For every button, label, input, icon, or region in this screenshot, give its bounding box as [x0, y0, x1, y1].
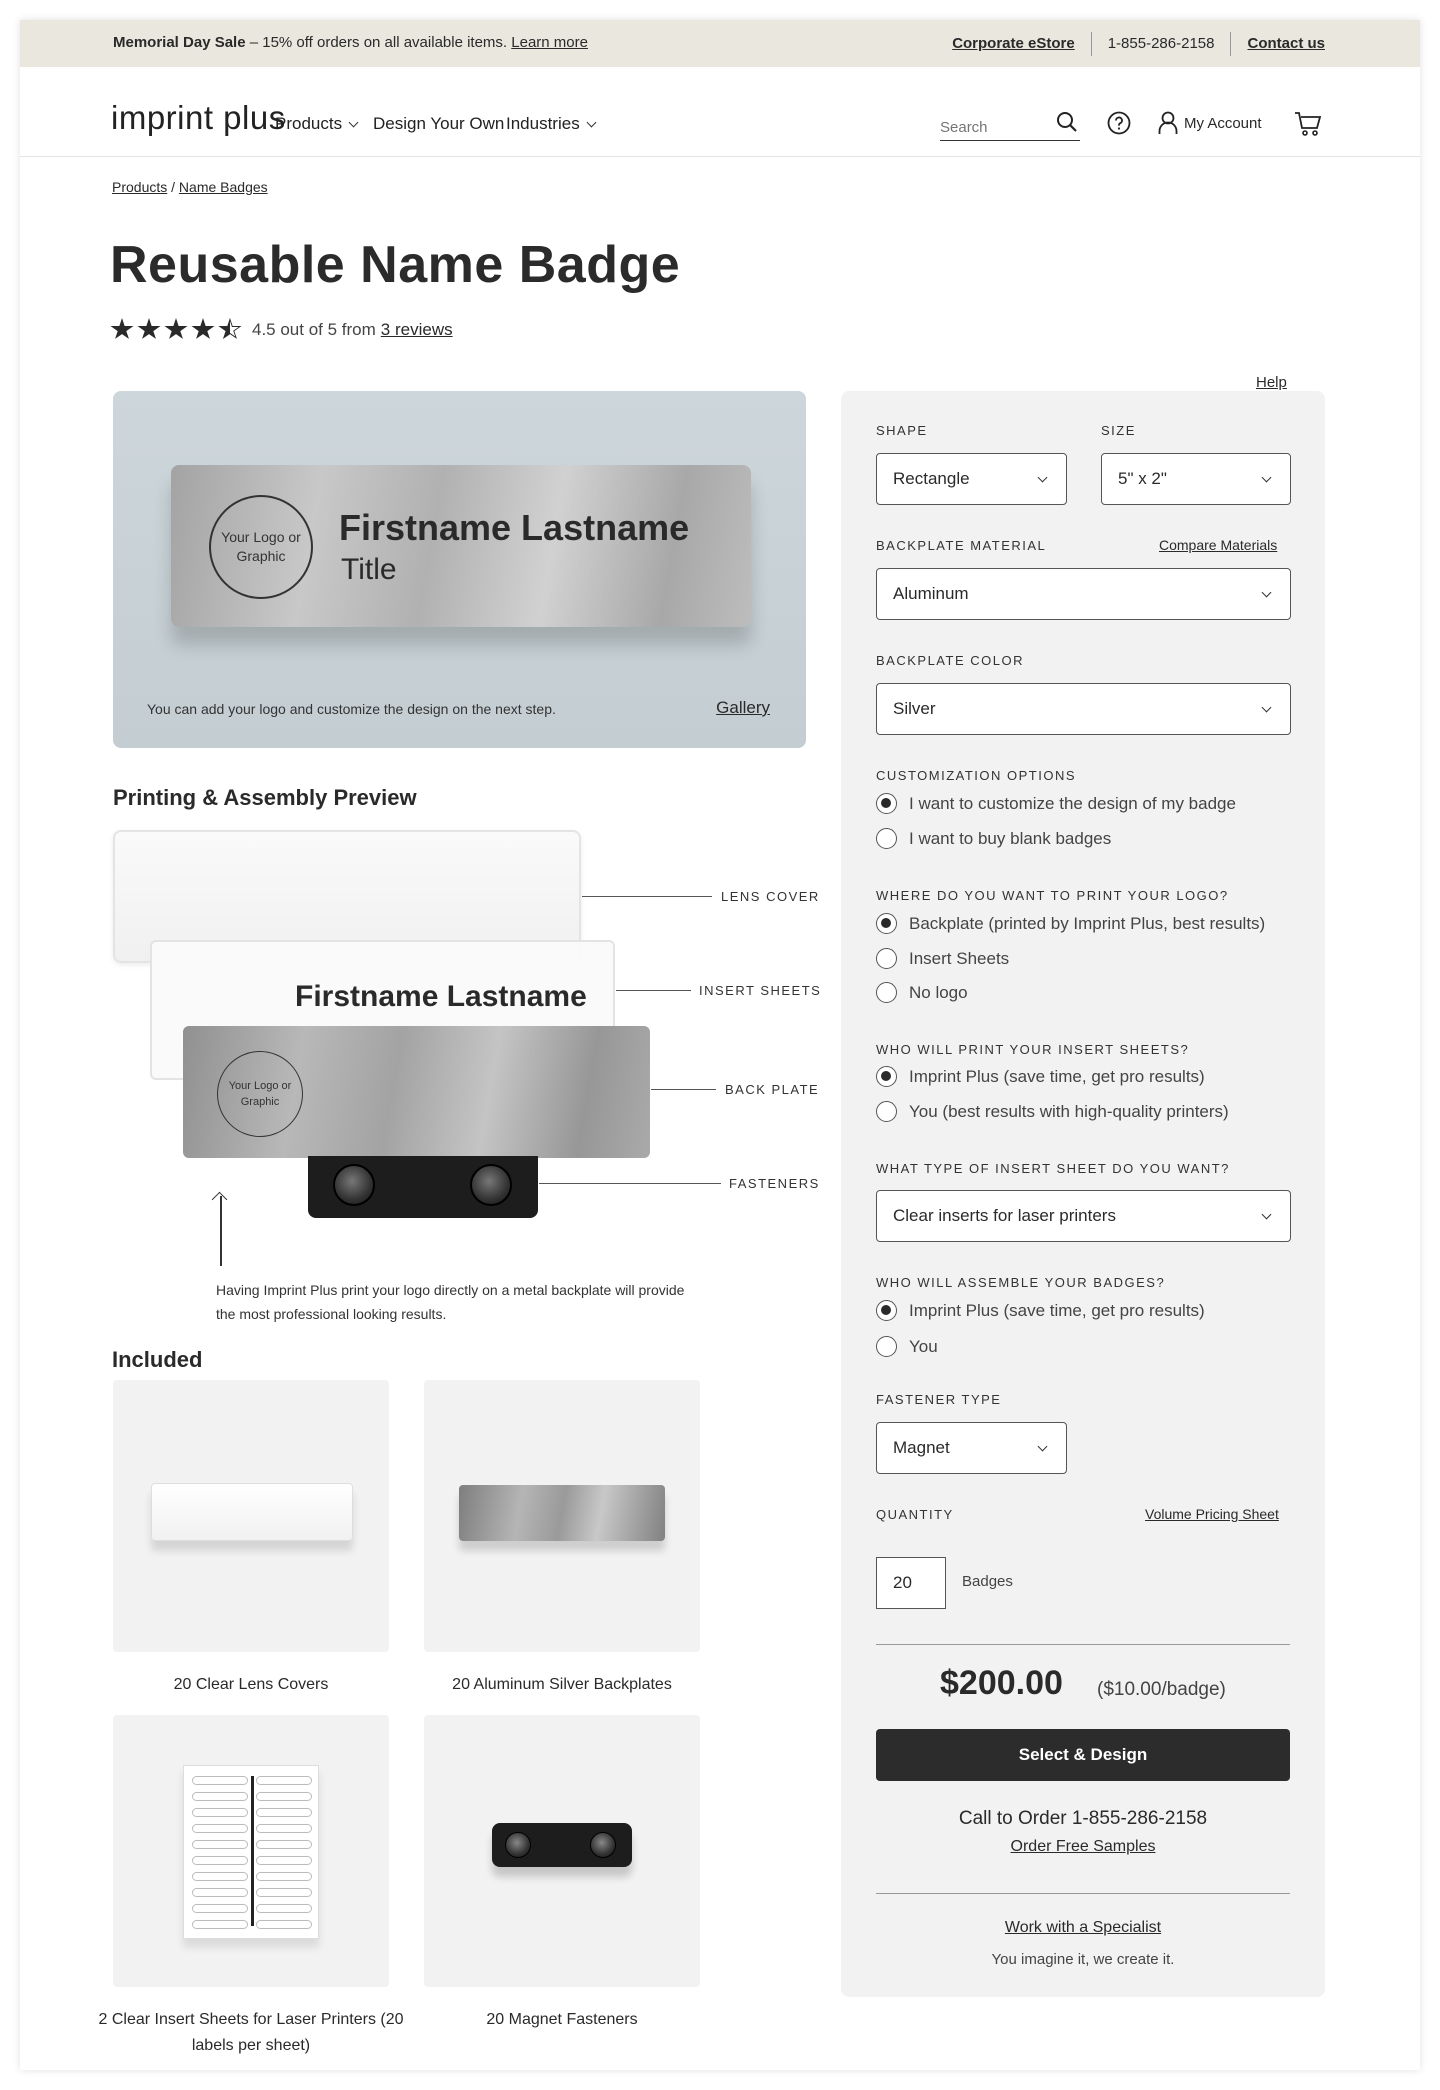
label-slot — [256, 1920, 312, 1929]
logo-placeholder: Your Logo or Graphic — [217, 1051, 303, 1137]
label-slot — [192, 1824, 248, 1833]
label-slot — [256, 1808, 312, 1817]
label-slot — [192, 1904, 248, 1913]
radio-printer-imprint[interactable] — [876, 1066, 1205, 1087]
label-slot — [192, 1888, 248, 1897]
insert-type-select[interactable] — [876, 1190, 1291, 1242]
contact-us-link[interactable]: Contact us — [1247, 35, 1325, 52]
radio-icon — [876, 948, 897, 969]
radio-label: I want to buy blank badges — [909, 828, 1112, 848]
sale-text: – 15% off orders on all available items. — [245, 34, 512, 51]
label-slot — [192, 1808, 248, 1817]
logo-print-label: WHERE DO YOU WANT TO PRINT YOUR LOGO? — [876, 888, 1229, 903]
size-label: SIZE — [1101, 423, 1136, 438]
nav-industries-label: Industries — [506, 114, 580, 133]
callout-line — [616, 990, 691, 991]
included-caption: 20 Clear Lens Covers — [173, 1676, 329, 1693]
badge-title: Title — [341, 553, 397, 586]
callout-lens-cover: LENS COVER — [721, 889, 820, 904]
call-to-order: Call to Order 1-855-286-2158 — [958, 1808, 1208, 1829]
radio-selected-icon — [876, 913, 897, 934]
magnet-icon — [333, 1164, 375, 1206]
magnet-fastener-image — [492, 1823, 632, 1867]
magnet-icon — [590, 1832, 616, 1858]
volume-pricing-link[interactable]: Volume Pricing Sheet — [1145, 1506, 1279, 1522]
utility-links — [936, 20, 1325, 67]
chevron-down-icon — [349, 118, 359, 128]
rating-text: 4.5 out of 5 from — [252, 319, 376, 339]
radio-label: You — [909, 1336, 938, 1356]
nav-design-your-own[interactable]: Design Your Own — [373, 114, 505, 133]
badge-mockup — [171, 465, 751, 627]
chevron-down-icon — [1262, 1210, 1272, 1220]
label-slot — [256, 1776, 312, 1785]
star-icon — [110, 318, 134, 341]
label-slot — [192, 1856, 248, 1865]
callout-line — [651, 1089, 716, 1090]
customization-label: CUSTOMIZATION OPTIONS — [876, 768, 1077, 783]
search-box — [940, 111, 1080, 141]
included-item-lens-covers — [113, 1380, 389, 1652]
label-slot — [256, 1792, 312, 1801]
callout-line — [582, 896, 712, 897]
radio-selected-icon — [876, 793, 897, 814]
radio-selected-icon — [876, 1066, 897, 1087]
page-title: Reusable Name Badge — [110, 236, 681, 294]
logo-placeholder: Your Logo or Graphic — [209, 495, 313, 599]
search-input[interactable] — [940, 119, 1040, 136]
sheet-divider — [251, 1776, 254, 1926]
specialist-tagline: You imagine it, we create it. — [991, 1951, 1175, 1968]
half-star-icon — [218, 318, 242, 341]
radio-label: No logo — [909, 982, 968, 1002]
chevron-down-icon — [1262, 703, 1272, 713]
reviews-link[interactable]: 3 reviews — [380, 319, 453, 339]
radio-blank[interactable] — [876, 828, 1111, 849]
arrow-up-icon — [220, 1196, 222, 1266]
radio-icon — [876, 1336, 897, 1357]
star-rating — [110, 318, 242, 341]
radio-customize[interactable] — [876, 793, 1236, 814]
shape-label: SHAPE — [876, 423, 928, 438]
nav-industries[interactable] — [506, 114, 595, 134]
radio-icon — [876, 1101, 897, 1122]
my-account-link[interactable] — [1158, 111, 1262, 135]
included-caption: 20 Magnet Fasteners — [486, 2011, 638, 2028]
chevron-down-icon — [1262, 473, 1272, 483]
size-value: 5" x 2" — [1118, 469, 1167, 488]
corporate-estore-link[interactable]: Corporate eStore — [952, 35, 1075, 52]
lens-cover-image — [151, 1483, 353, 1541]
included-heading: Included — [112, 1347, 203, 1372]
order-free-samples-link[interactable]: Order Free Samples — [1010, 1838, 1156, 1855]
learn-more-link[interactable]: Learn more — [511, 34, 588, 51]
color-value: Silver — [893, 699, 936, 718]
preview-heading: Printing & Assembly Preview — [113, 785, 417, 810]
material-select[interactable] — [876, 568, 1291, 620]
fastener-select[interactable] — [876, 1422, 1067, 1474]
label-slot — [256, 1824, 312, 1833]
label-slot — [256, 1888, 312, 1897]
select-design-button[interactable]: Select & Design — [876, 1729, 1290, 1781]
size-select[interactable] — [1101, 453, 1291, 505]
included-caption: 2 Clear Insert Sheets for Laser Printers (20 labels per sheet) — [98, 2011, 404, 2054]
nav-products[interactable] — [275, 114, 357, 134]
radio-assemble-imprint[interactable] — [876, 1300, 1205, 1321]
product-hero-image — [113, 391, 806, 748]
star-icon — [164, 318, 188, 341]
callout-fasteners: FASTENERS — [729, 1176, 820, 1191]
page — [20, 20, 1420, 2070]
material-value: Aluminum — [893, 584, 969, 603]
radio-label: Imprint Plus (save time, get pro results) — [909, 1066, 1205, 1086]
radio-icon — [876, 828, 897, 849]
divider — [876, 1644, 1290, 1645]
my-account-label: My Account — [1184, 114, 1262, 132]
radio-assemble-you[interactable] — [876, 1336, 938, 1357]
shape-select[interactable] — [876, 453, 1067, 505]
phone-number: 1-855-286-2158 — [1107, 35, 1215, 52]
chevron-down-icon — [1038, 473, 1048, 483]
cart-icon[interactable] — [1294, 111, 1322, 137]
fastener-layer — [308, 1156, 538, 1218]
label-slot — [192, 1776, 248, 1785]
included-item-insert-sheets — [113, 1715, 389, 1987]
breadcrumb-products[interactable]: Products — [112, 179, 168, 195]
total-price: $200.00 — [940, 1664, 1063, 1702]
quantity-unit: Badges — [962, 1573, 1013, 1590]
color-label: BACKPLATE COLOR — [876, 653, 1024, 668]
label-slot — [192, 1840, 248, 1849]
magnet-icon — [470, 1164, 512, 1206]
breadcrumb-name-badges[interactable]: Name Badges — [178, 179, 268, 195]
sale-title: Memorial Day Sale — [113, 34, 246, 51]
price-per-badge: ($10.00/badge) — [1097, 1679, 1226, 1700]
radio-no-logo[interactable] — [876, 982, 968, 1003]
insert-type-value: Clear inserts for laser printers — [893, 1206, 1116, 1225]
badge-name: Firstname Lastname — [339, 507, 690, 548]
radio-label: I want to customize the design of my badge — [909, 793, 1236, 813]
quantity-label: QUANTITY — [876, 1507, 954, 1522]
radio-label: Insert Sheets — [909, 948, 1010, 968]
divider — [876, 1893, 1290, 1894]
chevron-down-icon — [1262, 588, 1272, 598]
included-caption: 20 Aluminum Silver Backplates — [452, 1676, 672, 1693]
shape-value: Rectangle — [893, 469, 970, 488]
preview-note: Having Imprint Plus print your logo directly on a metal backplate will provide the most professional looking results. — [216, 1282, 685, 1322]
chevron-down-icon — [586, 118, 596, 128]
fastener-label: FASTENER TYPE — [876, 1392, 1002, 1407]
main-nav — [20, 67, 1420, 157]
label-slot — [256, 1840, 312, 1849]
promo-bar — [20, 20, 1420, 67]
radio-label: Imprint Plus (save time, get pro results) — [909, 1300, 1205, 1320]
work-with-specialist-link[interactable]: Work with a Specialist — [1004, 1919, 1162, 1936]
fastener-value: Magnet — [893, 1438, 950, 1457]
breadcrumb-separator: / — [167, 179, 179, 195]
insert-name: Firstname Lastname — [295, 980, 587, 1013]
promo-message — [113, 34, 588, 51]
printer-label: WHO WILL PRINT YOUR INSERT SHEETS? — [876, 1042, 1190, 1057]
insert-sheet-image — [183, 1765, 319, 1939]
user-icon — [1158, 111, 1178, 135]
nav-products-label: Products — [275, 114, 343, 133]
backplate-layer — [183, 1026, 650, 1158]
label-slot — [256, 1856, 312, 1865]
product-rating — [110, 318, 453, 341]
label-slot — [256, 1904, 312, 1913]
label-slot — [192, 1792, 248, 1801]
help-icon[interactable] — [1107, 111, 1131, 135]
radio-selected-icon — [876, 1300, 897, 1321]
label-slot — [192, 1920, 248, 1929]
search-icon[interactable] — [1056, 111, 1078, 133]
order-samples-wrap — [876, 1838, 1290, 1856]
radio-label: You (best results with high-quality printers) — [909, 1101, 1229, 1121]
compare-materials-link[interactable]: Compare Materials — [1159, 537, 1278, 553]
color-select[interactable] — [876, 683, 1291, 735]
logo[interactable]: imprint plus — [111, 99, 286, 136]
gallery-link[interactable]: Gallery — [716, 698, 770, 717]
quantity-input[interactable]: 20 — [876, 1557, 946, 1609]
insert-type-label: WHAT TYPE OF INSERT SHEET DO YOU WANT? — [876, 1161, 1230, 1176]
breadcrumb — [112, 179, 268, 195]
hero-note: You can add your logo and customize the design on the next step. — [147, 701, 556, 717]
radio-logo-backplate[interactable] — [876, 913, 1265, 934]
material-label: BACKPLATE MATERIAL — [876, 538, 1047, 553]
magnet-icon — [505, 1832, 531, 1858]
label-slot — [192, 1872, 248, 1881]
chevron-down-icon — [1038, 1442, 1048, 1452]
radio-icon — [876, 982, 897, 1003]
specialist-wrap — [876, 1919, 1290, 1937]
included-item-magnets — [424, 1715, 700, 1987]
included-item-backplates — [424, 1380, 700, 1652]
callout-insert-sheets: INSERT SHEETS — [699, 983, 822, 998]
radio-printer-you[interactable] — [876, 1101, 1229, 1122]
assemble-label: WHO WILL ASSEMBLE YOUR BADGES? — [876, 1275, 1166, 1290]
radio-label: Backplate (printed by Imprint Plus, best results) — [909, 913, 1266, 933]
help-link[interactable]: Help — [1256, 374, 1287, 391]
backplate-image — [459, 1485, 665, 1541]
star-icon — [137, 318, 161, 341]
callout-line — [539, 1183, 721, 1184]
star-icon — [191, 318, 215, 341]
label-slot — [256, 1872, 312, 1881]
callout-back-plate: BACK PLATE — [725, 1082, 820, 1097]
radio-logo-insert[interactable] — [876, 948, 1009, 969]
